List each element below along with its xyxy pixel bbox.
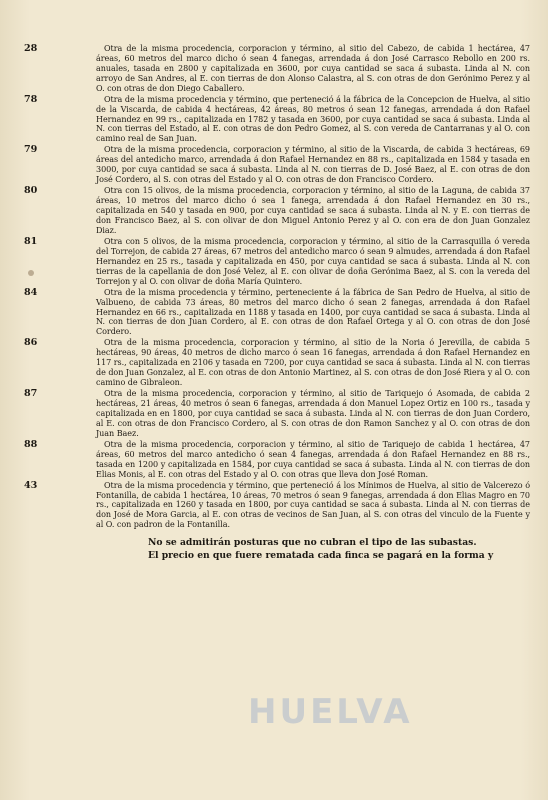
lot-description: Otra con 5 olivos, de la misma procedencia, corporacion y término, al sitio de la Carrasquilla ó vereda del Torrejon, de cabida 27 áreas, 67 metros del antedicho marco ó sean 9 almudes, arrendada á don Rafael Hernandez en 25 rs., tasada y capitalizada en 450, por cuya cantidad se saca á subasta. Linda al N. con tierras de la capellania de don José Velez, al E. con olivar de doña Gerónima Baez, al S. con la vereda del Torrejon y al O. con olivar de doña María Quintero. [96,236,530,286]
lot-entry [24,389,530,439]
lot-description: Otra de la misma procedencia y término, que perteneció á los Mínimos de Huelva, al sitio de Valcerezo ó Fontanilla, de cabida 1 hectárea, 10 áreas, 70 metros ó sean 9 fanegas, arrendada á don Elias Magro en 70 rs., capitalizada en 1260 y tasada en 1800, por cuya cantidad se saca á subasta. Linda al N. con tierras de don José de Mora Garcia, al E. con otras de vecinos de San Juan, al S. con otras del vinculo de la Fuente y al O. con padron de la Fontanilla. [96,480,530,530]
lot-description: Otra de la misma procedencia, corporacion y término, al sitio de Tariquejo de cabida 1 hectárea, 47 áreas, 60 metros del marco antedicho ó sean 4 fanegas, arrendada á don Rafael Hernandez en 88 rs., tasada en 1200 y capitalizada en 1584, por cuya cantidad se saca á subasta. Linda al N. con tierras de don Elias Monis, al E. con otras del Estado y al O. con otras que lleva don José Roman. [96,439,530,479]
lot-entry [24,186,530,236]
lot-entry [24,237,530,287]
lot-description: Otra con 15 olivos, de la misma procedencia, corporacion y término, al sitio de la Laguna, de cabida 37 áreas, 10 metros del marco dicho ó sea 1 fanega, arrendada á don Rafael Hernandez en 30 rs., capitalizada en 540 y tasada en 900, por cuya cantidad se saca á subasta. Linda al N. y E. con tierras de don Francisco Baez, al S. con olivar de don Miguel Antonio Perez y al O. con era de don Juan Gonzalez Diaz. [96,186,530,235]
lot-number: 43 [24,479,38,491]
lot-number: 84 [24,286,38,298]
lot-number: 28 [24,43,38,54]
footer-line-2: El precio en que fuere rematada cada finca se pagará en la forma y [148,549,494,561]
archive-watermark: HUELVA [248,692,413,732]
lot-description: Otra de la misma procedencia y término, perteneciente á la fábrica de San Pedro de Huelva, al sitio de Valbueno, de cabida 73 áreas, 80 metros del marco dicho ó sean 2 fanegas, arrendada á don Rafael Hernandez en 66 rs., capitalizada en 1188 y tasada en 1400, por cuya cantidad se saca á subasta. Linda al N. con tierras de don Juan Cordero, al E. con otras de don Rafael Ortega y al O. con otras de don José Cordero. [96,287,530,337]
lot-description: Otra de la misma procedencia y término, que perteneció á la fábrica de la Concepcion de Huelva, al sitio de la Viscarda, de cabida 4 hectáreas, 42 áreas, 80 metros ó sean 12 fanegas, arrendada á don Rafael Hernandez en 99 rs., capitalizada en 1782 y tasada en 3600, por cuya cantidad se saca á subasta. Linda al N. con tierras del Estado, al E. con otras de don Pedro Gomez, al S. con vereda de Cantarranas y al O. con camino real de San Juan. [96,94,530,144]
lot-entry [24,338,530,388]
lot-entry [24,288,530,338]
lot-description: Otra de la misma procedencia, corporacion y término, al sitio de Tariquejo ó Asomada, de cabida 2 hectáreas, 21 áreas, 40 metros ó sean 6 fanegas, arrendada á don Manuel Lopez Ortiz en 100 rs., tasada y capitalizada en en 1800, por cuya cantidad se saca á subasta. Linda al N. con tierras de don Juan Cordero, al E. con otras de don Francisco Cordero, al S. con otras de don Ramon Sanchez y al O. con otras de don Juan Baez. [96,389,530,438]
lot-description: Otra de la misma procedencia, corporacion y término, al sitio del Cabezo, de cabida 1 hectárea, 47 áreas, 60 metros del marco dicho ó sean 4 fanegas, arrendada á don José Carrasco Rebollo en 200 rs. anuales, tasada en 2800 y capitalizada en 3600, por cuya cantidad se saca á subasta. Linda al N. con arroyo de San Andres, al E. con tierras de don Alonso Calastra, al S. con otras de don Gerónimo Perez y al O. con otras de don Diego Caballero. [96,44,530,93]
lot-description: Otra de la misma procedencia, corporacion y término, al sitio de la Viscarda, de cabida 3 hectáreas, 69 áreas del antedicho marco, arrendada á don Rafael Hernandez en 88 rs., capitalizada en 1584 y tasada en 3000, por cuya cantidad se saca á subasta. Linda al N. con tierras de D. José Baez, al E. con otras de don José Cordero, al S. con otras del Estado y al O. con otras de don Francisco Cordero. [96,145,530,185]
lot-description: Otra de la misma procedencia, corporacion y término, al sitio de la Noria ó Jerevilla, de cabida 5 hectáreas, 90 áreas, 40 metros de dicho marco ó sean 16 fanegas, arrendada á don Rafael Hernandez en 117 rs., capitalizada en 2106 y tasada en 7200, por cuya cantidad se saca á subasta. Linda al N. con tierras de don Juan Gonzalez, al E. con otras de don Antonio Martinez, al S. con otras de don José Riera y al O. con camino de Gibraleon. [96,338,530,388]
lot-number: 80 [24,185,38,197]
lot-entry [24,440,530,480]
lot-entry [24,95,530,145]
lot-number: 78 [24,93,38,105]
lot-list [24,44,530,530]
lot-number: 79 [24,144,38,156]
lot-number: 88 [24,438,38,450]
lot-entry [24,145,530,185]
footer-conditions [24,537,530,562]
lot-entry [24,481,530,531]
lot-number: 81 [24,235,38,247]
footer-line-1: No se admitirán posturas que no cubran el tipo de las subastas. [148,537,477,549]
ink-stain [28,270,34,276]
lot-number: 87 [24,388,38,400]
lot-entry [24,44,530,94]
lot-number: 86 [24,337,38,349]
